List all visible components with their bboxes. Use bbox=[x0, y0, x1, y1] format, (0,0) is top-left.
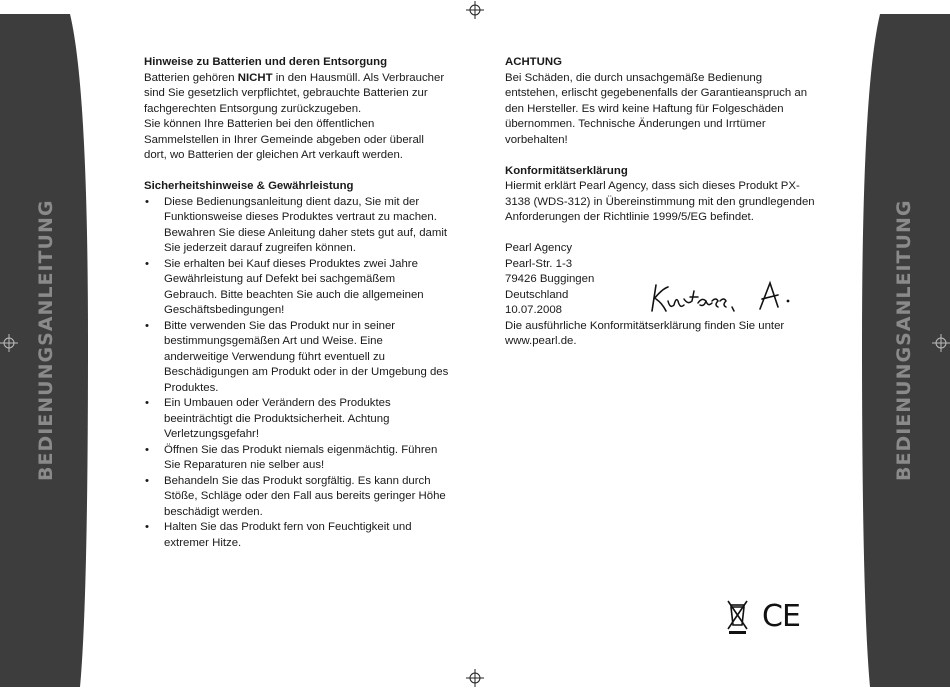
bullet-glyph: • bbox=[145, 319, 149, 332]
right-band-label: BEDIENUNGSANLEITUNG bbox=[893, 199, 915, 481]
ce-mark: CE bbox=[762, 599, 800, 634]
list-item-text: Halten Sie das Produkt fern von Feuchtigkeit und extremer Hitze. bbox=[164, 521, 412, 549]
list-item bbox=[144, 396, 449, 443]
safety-list bbox=[144, 195, 449, 552]
list-item-text: Diese Bedienungsanleitung dient dazu, Sie mit der Funktionsweise dieses Produktes vertraut zu machen. Bewahren Sie diese Anleitung daher stets gut auf, damit Sie jederzeit darauf zugreifen können. bbox=[164, 195, 448, 254]
address-street: Pearl-Str. 1-3 bbox=[505, 257, 573, 270]
registration-mark-left-icon bbox=[0, 334, 18, 352]
battery-heading: Hinweise zu Batterien und deren Entsorgung bbox=[144, 56, 388, 68]
left-band-label: BEDIENUNGSANLEITUNG bbox=[35, 199, 57, 481]
bullet-glyph: • bbox=[145, 195, 149, 208]
bullet-glyph: • bbox=[145, 521, 149, 533]
address-country: Deutschland bbox=[505, 288, 569, 301]
conformity-heading: Konformitätserklärung bbox=[505, 164, 628, 177]
bullet-glyph: • bbox=[145, 474, 149, 487]
compliance-marks bbox=[726, 597, 806, 637]
bullet-glyph: • bbox=[145, 257, 149, 270]
registration-mark-top-icon bbox=[466, 1, 484, 19]
list-item-text: Behandeln Sie das Produkt sorgfältig. Es kann durch Stöße, Schläge oder den Fall aus bereits geringer Höhe beschädigt werden. bbox=[164, 474, 446, 518]
registration-mark-bottom-icon bbox=[466, 669, 484, 687]
left-column bbox=[144, 55, 449, 551]
bullet-glyph: • bbox=[145, 443, 149, 456]
bullet-glyph: • bbox=[145, 397, 149, 409]
battery-paragraph-2: Sie können Ihre Batterien bei den öffentlichen Sammelstellen in Ihrer Gemeinde abgeben oder überall dort, wo Batterien der gleichen Art verkauft werden. bbox=[144, 118, 424, 161]
warning-text: Bei Schäden, die durch unsachgemäße Bedienung entstehen, erlischt gegebenenfalls der Garantieanspruch an den Hersteller. Es wird keine Haftung für Folgeschäden übernommen. Technische Änderungen und Irrtümer vorbehalten! bbox=[505, 71, 808, 146]
warning-heading: ACHTUNG bbox=[505, 56, 562, 68]
list-item-text: Bitte verwenden Sie das Produkt nur in seiner bestimmungsgemäßen Art und Weise. Eine anderweitige Verwendung führt eventuell zu Beschädigungen am Produkt oder in der Umgebung des Produktes. bbox=[164, 319, 449, 394]
battery-text-post: in den Hausmüll. Als Verbraucher sind Sie gesetzlich verpflichtet, gebrauchte Batterien zur fachgerechten Entsorgung zurückzugeben. bbox=[144, 71, 445, 115]
list-item bbox=[144, 195, 449, 257]
address-date: 10.07.2008 bbox=[505, 304, 563, 316]
list-item bbox=[144, 443, 449, 474]
list-item-text: Öffnen Sie das Produkt niemals eigenmächtig. Führen Sie Reparaturen nie selber aus! bbox=[164, 443, 438, 471]
conformity-closing: Die ausführliche Konformitätserklärung finden Sie unter www.pearl.de. bbox=[505, 319, 785, 347]
list-item bbox=[144, 257, 449, 319]
battery-text-pre: Batterien gehören bbox=[144, 71, 238, 84]
list-item bbox=[144, 319, 449, 397]
list-item-text: Sie erhalten bei Kauf dieses Produktes zwei Jahre Gewährleistung auf Defekt bei sachgemäßem Gebrauch. Bitte beachten Sie auch die allgemeinen Geschäftsbedingungen! bbox=[164, 257, 424, 316]
signature-image bbox=[648, 277, 798, 317]
battery-text-bold: NICHT bbox=[237, 71, 273, 84]
safety-heading: Sicherheitshinweise & Gewährleistung bbox=[144, 180, 354, 192]
battery-paragraph-1 bbox=[144, 71, 449, 118]
address-city: 79426 Buggingen bbox=[505, 273, 595, 285]
list-item bbox=[144, 474, 449, 521]
registration-mark-right-icon bbox=[932, 334, 950, 352]
conformity-text: Hiermit erklärt Pearl Agency, dass sich dieses Produkt PX-3138 (WDS-312) in Übereinstimmung mit den grundlegenden Anforderungen der Richtlinie 1999/5/EG befindet. bbox=[505, 180, 815, 223]
list-item-text: Ein Umbauen oder Verändern des Produktes beeinträchtigt die Produktsicherheit. Achtung Verletzungsgefahr! bbox=[164, 397, 391, 440]
address-company: Pearl Agency bbox=[505, 242, 573, 254]
list-item bbox=[144, 520, 449, 551]
